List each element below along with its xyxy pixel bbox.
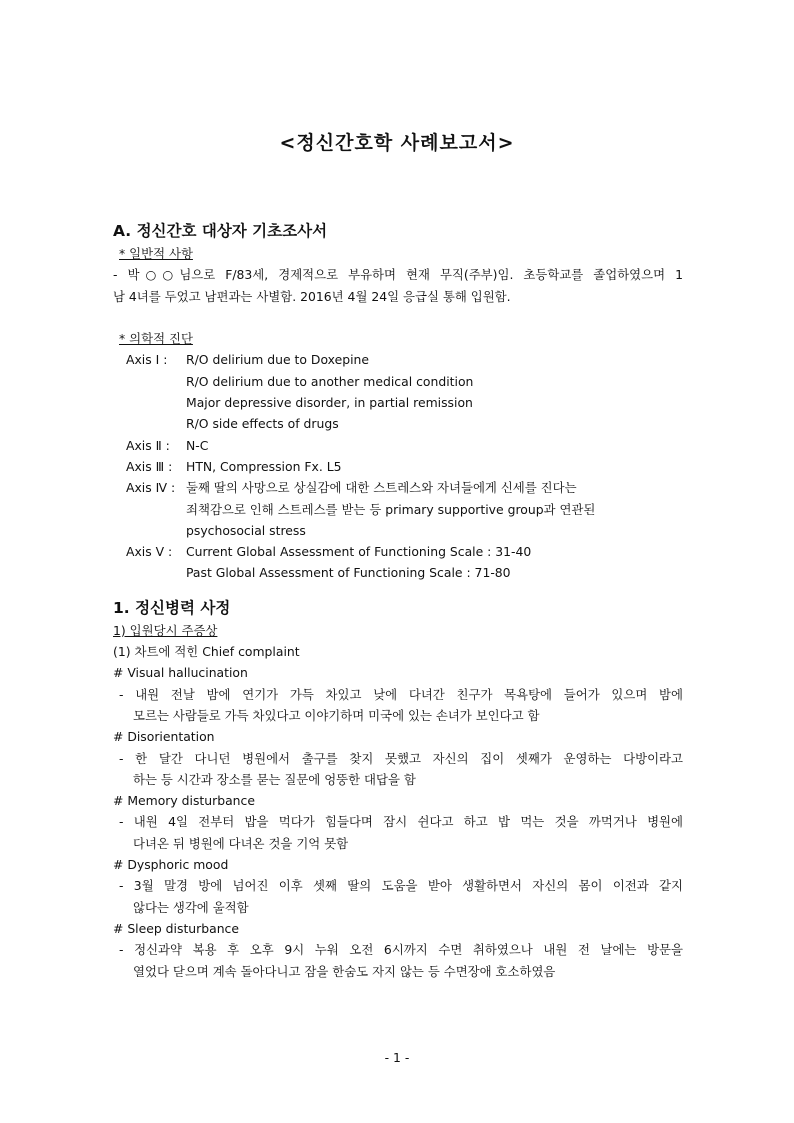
axis-3-label: Axis Ⅲ :: [126, 458, 173, 474]
axis-5-row: [113, 541, 683, 562]
symptom-2-line-1: - 한 달간 다니던 병원에서 출구를 찾지 못했고 자신의 집이 셋째가 운영하는 다방이라고: [119, 750, 683, 766]
axis-1-row: [113, 349, 683, 370]
section-a-heading: A. 정신간호 대상자 기초조사서: [113, 222, 328, 240]
symptom-3-line-2: 다녀온 뒤 병원에 다녀온 것을 기억 못함: [133, 835, 349, 851]
axis-3-line-1: HTN, Compression Fx. L5: [186, 458, 342, 474]
axis-4-label: Axis Ⅳ :: [126, 480, 176, 496]
axis-1-line-1: R/O delirium due to Doxepine: [186, 352, 370, 368]
symptom-4-line-1: - 3월 말경 방에 넘어진 이후 셋째 딸의 도움을 받아 생활하면서 자신의 몸이 이전과 같지: [119, 878, 683, 894]
axis-1-line-3: Major depressive disorder, in partial remission: [186, 395, 473, 411]
axis-5-line-1: Current Global Assessment of Functioning Scale : 31-40: [186, 544, 532, 560]
axis-5-label: Axis Ⅴ :: [126, 544, 173, 560]
symptom-4-line-2: 않다는 생각에 울적함: [133, 899, 249, 915]
section-1-heading: 1. 정신병력 사정: [113, 598, 231, 617]
symptom-3-line-1: - 내원 4일 전부터 밥을 먹다가 힘들다며 잠시 쉰다고 하고 밥 먹는 것을 까먹거나 병원에: [119, 814, 683, 830]
symptom-2-line-2: 하는 등 시간과 장소를 묻는 질문에 엉뚱한 대답을 함: [133, 771, 416, 787]
axis-1-line-2: R/O delirium due to another medical condition: [186, 373, 474, 389]
chart-complaint-label: (1) 차트에 적힌 Chief complaint: [113, 644, 300, 660]
general-info-text-2: 남 4녀를 두었고 남편과는 사별함. 2016년 4월 24일 응급실 통해 입원함.: [113, 288, 511, 304]
symptom-1-name: # Visual hallucination: [113, 665, 248, 681]
axis-2-line-1: N-C: [186, 437, 209, 453]
axis-4-line-1: 둘째 딸의 사망으로 상실감에 대한 스트레스와 자녀들에게 신세를 진다는: [186, 480, 577, 496]
general-info-label: * 일반적 사항: [119, 246, 193, 261]
axis-5-line-2: Past Global Assessment of Functioning Scale : 71-80: [186, 565, 511, 581]
axis-2-row: [113, 435, 683, 456]
document-body: [113, 219, 683, 982]
sub-label: 1) 입원당시 주증상: [113, 622, 218, 638]
page-number: - 1 -: [384, 1050, 410, 1065]
axis-1-label: Axis Ⅰ :: [126, 352, 168, 368]
document-title: <정신간호학 사례보고서>: [279, 132, 515, 154]
axis-1-line-4: R/O side effects of drugs: [186, 416, 339, 432]
medical-diagnosis-label: * 의학적 진단: [119, 331, 193, 347]
general-info-text-1: - 박○○님으로 F/83세, 경제적으로 부유하며 현재 무직(주부)임. 초등학교를 졸업하였으며 1: [113, 267, 683, 283]
axis-4-line-2: 죄책감으로 인해 스트레스를 받는 등 primary supportive group과 연관된: [186, 501, 596, 517]
axis-3-row: [113, 456, 683, 477]
symptom-5-name: # Sleep disturbance: [113, 920, 239, 936]
symptom-5-line-2: 열었다 닫으며 계속 돌아다니고 잠을 한숨도 자지 않는 등 수면장애 호소하였음: [133, 963, 556, 979]
symptom-1-line-1: - 내원 전날 밤에 연기가 가득 차있고 낮에 다녀간 친구가 목욕탕에 들어가 있으며 밤에: [119, 686, 683, 702]
axis-2-label: Axis Ⅱ :: [126, 437, 170, 453]
axis-4-line-3: psychosocial stress: [186, 522, 306, 538]
symptom-2-name: # Disorientation: [113, 729, 215, 745]
spacer: [113, 307, 683, 328]
symptom-1-line-2: 모르는 사람들로 가득 차있다고 이야기하며 미국에 있는 손녀가 보인다고 함: [133, 707, 540, 723]
spacer: [113, 584, 683, 596]
symptom-4-name: # Dysphoric mood: [113, 857, 229, 873]
symptom-3-name: # Memory disturbance: [113, 793, 255, 809]
symptom-5-line-1: - 정신과약 복용 후 오후 9시 누워 오전 6시까지 수면 취하였으나 내원 전 날에는 방문을: [119, 942, 683, 958]
axis-4-row: [113, 477, 683, 498]
